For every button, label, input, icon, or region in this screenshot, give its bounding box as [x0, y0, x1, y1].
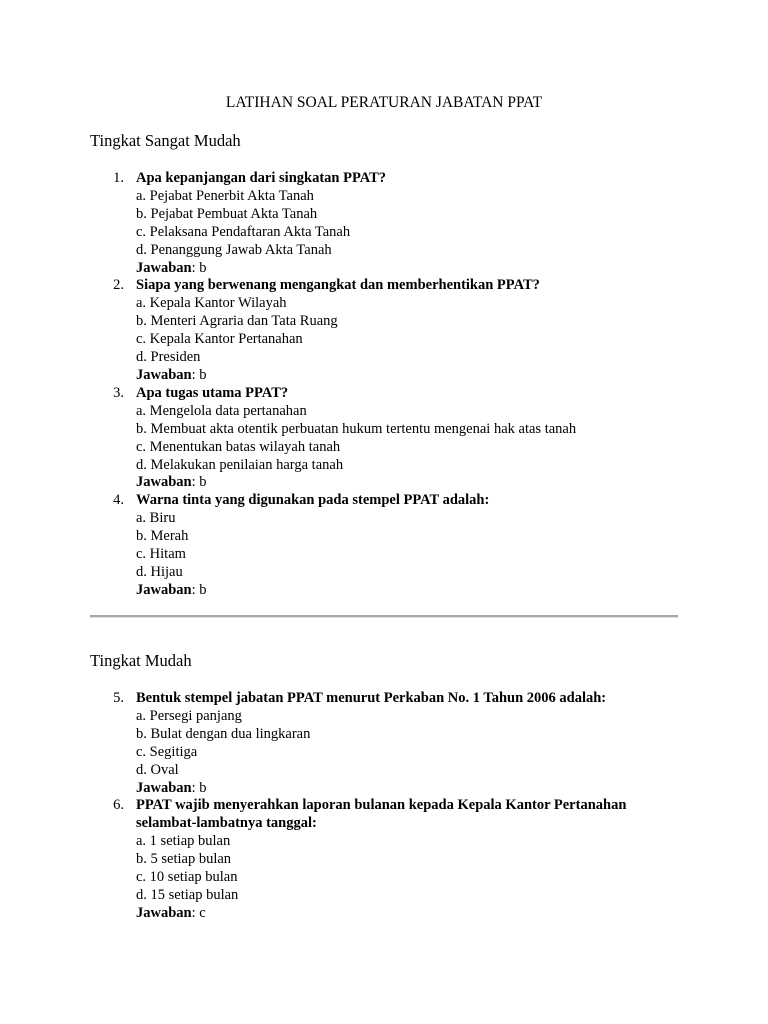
option-d: d. Melakukan penilaian harga tanah — [136, 456, 344, 473]
question-number: 3. — [113, 384, 124, 401]
option-b: b. Menteri Agraria dan Tata Ruang — [136, 313, 338, 330]
option-c: c. Kepala Kantor Pertanahan — [136, 331, 303, 348]
question-list-sangat-mudah — [90, 170, 690, 600]
section-heading-sangat-mudah: Tingkat Sangat Mudah — [90, 131, 241, 150]
question-item — [90, 492, 690, 599]
question-item — [90, 690, 690, 797]
option-d: d. Penanggung Jawab Akta Tanah — [136, 241, 332, 258]
answer-line — [136, 367, 690, 385]
section-heading-mudah: Tingkat Mudah — [90, 651, 192, 670]
answer-label: Jawaban — [136, 904, 192, 921]
question-number: 6. — [113, 797, 124, 814]
question-text: PPAT wajib menyerahkan laporan bulanan kepada Kepala Kantor Pertanahan selambat-lambatnya tanggal: — [136, 797, 627, 832]
option-a: a. Kepala Kantor Wilayah — [136, 295, 287, 312]
option-a: a. Biru — [136, 510, 176, 527]
answer-value: : b — [191, 366, 207, 383]
question-list-mudah — [90, 690, 690, 923]
question-text: Apa tugas utama PPAT? — [136, 384, 289, 401]
question-text: Warna tinta yang digunakan pada stempel PPAT adalah: — [136, 492, 490, 509]
question-item — [90, 277, 690, 384]
question-number: 2. — [113, 277, 124, 294]
option-a: a. Mengelola data pertanahan — [136, 402, 307, 419]
option-b: b. 5 setiap bulan — [136, 851, 232, 868]
option-c: c. 10 setiap bulan — [136, 869, 238, 886]
option-a: a. Pejabat Penerbit Akta Tanah — [136, 187, 314, 204]
section-divider — [90, 615, 678, 618]
answer-value: : b — [191, 474, 207, 491]
question-item — [90, 385, 690, 492]
answer-label: Jawaban — [136, 366, 192, 383]
option-a: a. Persegi panjang — [136, 707, 242, 724]
option-b: b. Membuat akta otentik perbuatan hukum tertentu mengenai hak atas tanah — [136, 420, 577, 437]
option-d: d. Oval — [136, 761, 179, 778]
question-text: Bentuk stempel jabatan PPAT menurut Perkaban No. 1 Tahun 2006 adalah: — [136, 690, 607, 706]
option-b: b. Bulat dengan dua lingkaran — [136, 725, 311, 742]
answer-value: : b — [191, 259, 207, 276]
option-b: b. Merah — [136, 528, 189, 545]
answer-label: Jawaban — [136, 259, 192, 276]
question-item — [90, 170, 690, 277]
answer-value: : b — [191, 779, 207, 796]
answer-value: : b — [191, 581, 207, 598]
question-number: 1. — [113, 170, 124, 186]
answer-line — [136, 582, 690, 600]
answer-value: : c — [191, 904, 206, 921]
answer-line — [136, 780, 690, 798]
option-c: c. Menentukan batas wilayah tanah — [136, 438, 341, 455]
option-b: b. Pejabat Pembuat Akta Tanah — [136, 205, 318, 222]
answer-line — [136, 260, 690, 278]
option-c: c. Segitiga — [136, 743, 198, 760]
question-number: 4. — [113, 492, 124, 509]
option-d: d. Presiden — [136, 349, 201, 366]
option-a: a. 1 setiap bulan — [136, 833, 231, 850]
answer-label: Jawaban — [136, 779, 192, 796]
option-d: d. Hijau — [136, 563, 183, 580]
question-number: 5. — [113, 690, 124, 706]
option-c: c. Hitam — [136, 546, 186, 563]
answer-line — [136, 474, 690, 492]
document-title: LATIHAN SOAL PERATURAN JABATAN PPAT — [225, 94, 543, 111]
question-text: Siapa yang berwenang mengangkat dan memberhentikan PPAT? — [136, 277, 540, 294]
question-item — [90, 797, 690, 922]
option-c: c. Pelaksana Pendaftaran Akta Tanah — [136, 223, 351, 240]
option-d: d. 15 setiap bulan — [136, 886, 239, 903]
answer-label: Jawaban — [136, 474, 192, 491]
answer-label: Jawaban — [136, 581, 192, 598]
answer-line — [136, 905, 690, 923]
question-text: Apa kepanjangan dari singkatan PPAT? — [136, 170, 387, 186]
